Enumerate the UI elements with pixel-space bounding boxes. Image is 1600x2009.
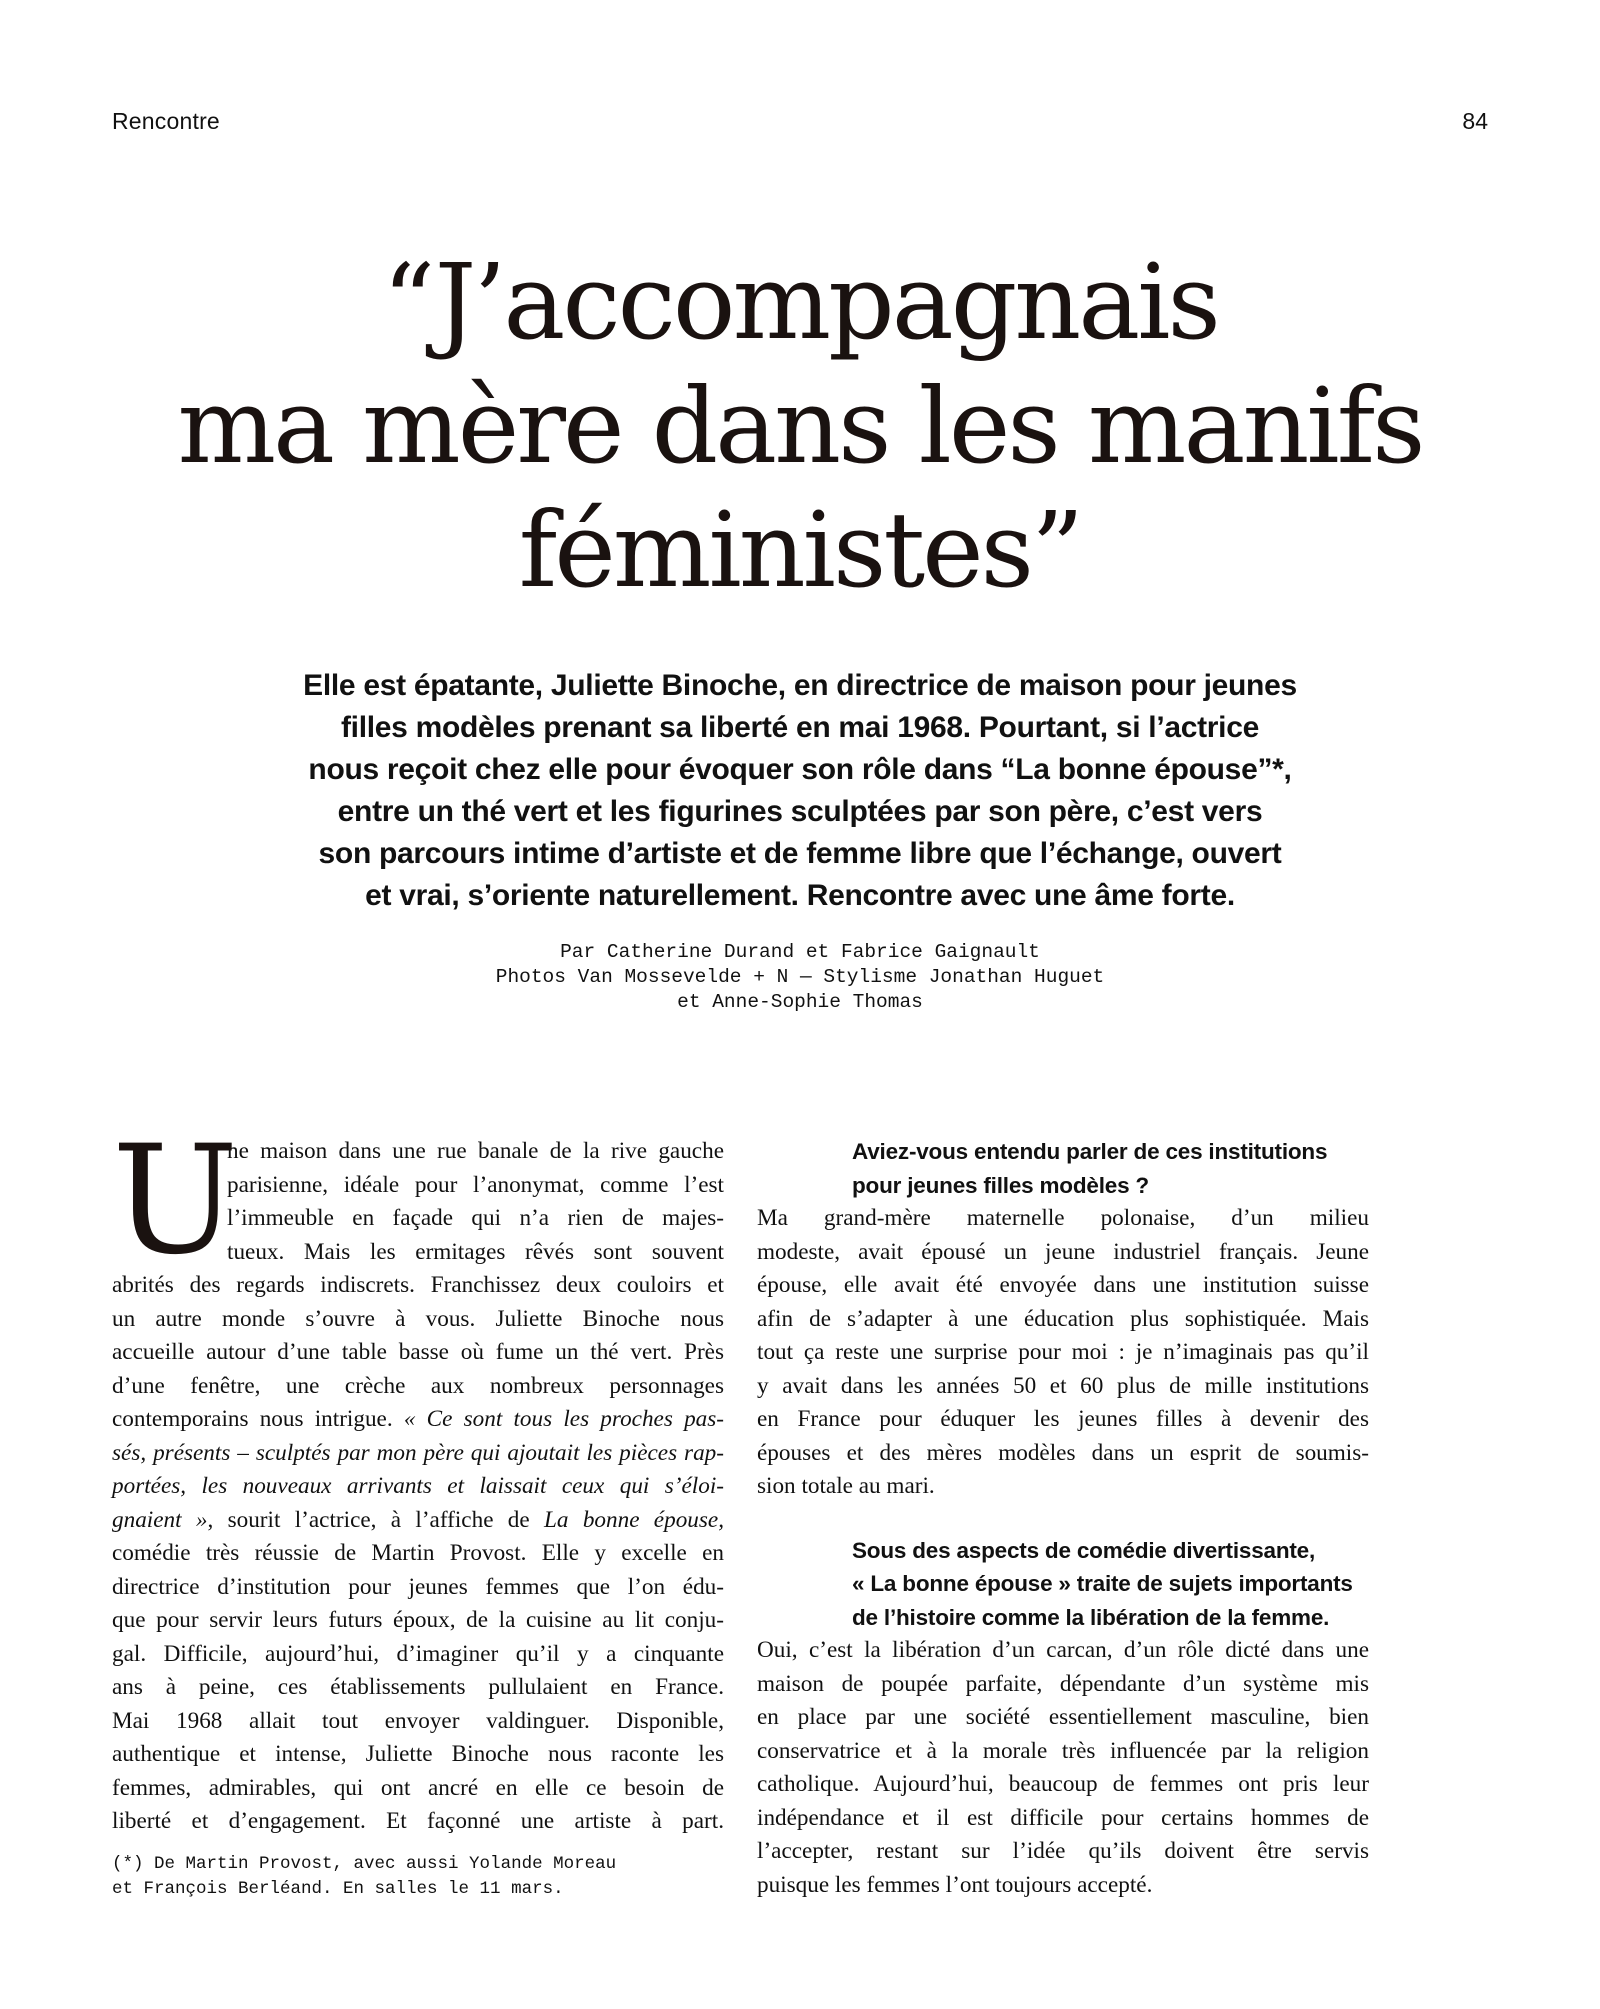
body-line: puisque les femmes l’ont toujours accepté. <box>757 1871 1153 1898</box>
body-line: y avait dans les années 50 et 60 plus de mille institutions <box>757 1372 1369 1399</box>
quote-text: portées, les nouveaux arrivants et laissait ceux qui s’éloi- <box>112 1473 724 1499</box>
question-line: de l’histoire comme la libération de la femme. <box>852 1604 1330 1630</box>
section-label: Rencontre <box>112 108 220 134</box>
body-line: accueille autour d’une table basse où fume un thé vert. Près <box>112 1339 724 1365</box>
body-line: gal. Difficile, aujourd’hui, d’imaginer qu’il y a cinquante <box>112 1640 724 1667</box>
lede-line: filles modèles prenant sa liberté en mai 1968. Pourtant, si l’actrice <box>340 711 1259 744</box>
credit-line: Photos Van Mossevelde + N — Stylisme Jonathan Huguet <box>495 966 1105 988</box>
headline-line: ma mère dans les manifs <box>177 365 1423 487</box>
interview-question <box>757 1135 1369 1202</box>
body-line: maison de poupée parfaite, dépendante d’un système mis <box>757 1670 1369 1697</box>
body-line: parisienne, idéale pour l’anonymat, comme l’est <box>227 1171 724 1198</box>
body-line: indépendance et il est difficile pour certains hommes de <box>757 1804 1369 1831</box>
body-line: sion totale au mari. <box>757 1473 935 1499</box>
body-line: un autre monde s’ouvre à vous. Juliette Binoche nous <box>112 1305 724 1332</box>
quote-text: sés, présents – sculptés par mon père qui ajoutait les pièces rap- <box>112 1439 724 1466</box>
article-lede <box>215 665 1385 917</box>
body-text: , sourit l’actrice, à l’affiche de <box>207 1506 545 1533</box>
footnote-line: et François Berléand. En salles le 11 mars. <box>112 1879 564 1899</box>
body-line-mixed <box>112 1504 724 1538</box>
right-column <box>757 1135 1369 1902</box>
body-line: authentique et intense, Juliette Binoche nous raconte les <box>112 1741 724 1767</box>
interview-question <box>757 1534 1369 1635</box>
lede-line: Elle est épatante, Juliette Binoche, en directrice de maison pour jeunes <box>303 669 1297 702</box>
left-column <box>112 1114 724 1839</box>
body-line: l’immeuble en façade qui n’a rien de majes- <box>227 1205 724 1231</box>
intro-paragraph <box>112 1114 724 1839</box>
lede-line: et vrai, s’oriente naturellement. Rencontre avec une âme forte. <box>365 879 1235 912</box>
lede-line: nous reçoit chez elle pour évoquer son rôle dans “La bonne épouse”*, <box>308 753 1292 786</box>
body-line-italic <box>112 1470 724 1504</box>
body-line: catholique. Aujourd’hui, beaucoup de femmes ont pris leur <box>757 1771 1369 1797</box>
interview-answer <box>757 1202 1369 1504</box>
body-line: épouse, elle avait été envoyée dans une institution suisse <box>757 1272 1369 1298</box>
body-line: épouses et des mères modèles dans un esprit de soumis- <box>757 1439 1369 1466</box>
body-line: modeste, avait épousé un jeune industriel français. Jeune <box>757 1238 1369 1265</box>
footnote-line: (*) De Martin Provost, avec aussi Yolande Moreau <box>112 1854 617 1874</box>
body-line: Mai 1968 allait tout envoyer valdinguer. Disponible, <box>112 1707 724 1734</box>
footnote <box>112 1852 732 1902</box>
body-line: liberté et d’engagement. Et façonné une artiste à part. <box>112 1808 724 1834</box>
article-headline <box>60 240 1540 612</box>
body-line: abrités des regards indiscrets. Franchissez deux couloirs et <box>112 1272 724 1298</box>
credit-line: et Anne-Sophie Thomas <box>677 991 923 1013</box>
headline-line: “J’accompagnais <box>382 241 1218 363</box>
body-line: comédie très réussie de Martin Provost. Elle y excelle en <box>112 1540 724 1566</box>
page-number: 84 <box>1462 108 1488 134</box>
body-line: d’une fenêtre, une crèche aux nombreux personnages <box>112 1372 724 1399</box>
body-line: tout ça reste une surprise pour moi : je n’imaginais pas qu’il <box>757 1339 1369 1365</box>
byline-credits <box>300 940 1300 1015</box>
body-line-mixed <box>112 1403 724 1437</box>
body-text: contemporains nous intrigue. <box>112 1406 404 1432</box>
credit-line: Par Catherine Durand et Fabrice Gaignault <box>560 941 1040 963</box>
body-line: tueux. Mais les ermitages rêvés sont souvent <box>227 1238 724 1265</box>
body-line: l’accepter, restant sur l’idée qu’ils doivent être servis <box>757 1838 1369 1864</box>
body-line: Ma grand-mère maternelle polonaise, d’un milieu <box>757 1205 1369 1231</box>
interview-answer <box>757 1634 1369 1902</box>
body-line: Oui, c’est la libération d’un carcan, d’un rôle dicté dans une <box>757 1637 1369 1663</box>
body-line: que pour servir leurs futurs époux, de la cuisine au lit conju- <box>112 1607 724 1633</box>
dropcap-block <box>227 1135 724 1269</box>
question-line: pour jeunes filles modèles ? <box>852 1172 1149 1198</box>
body-line: ne maison dans une rue banale de la rive gauche <box>227 1138 724 1164</box>
headline-line: féministes” <box>518 489 1082 611</box>
question-line: « La bonne épouse » traite de sujets importants <box>852 1571 1353 1596</box>
quote-text: « Ce sont tous les proches pas- <box>403 1406 724 1432</box>
lede-line: entre un thé vert et les figurines sculptées par son père, c’est vers <box>337 795 1263 828</box>
question-line: Sous des aspects de comédie divertissante, <box>852 1537 1316 1563</box>
body-line: femmes, admirables, qui ont ancré en elle ce besoin de <box>112 1774 724 1801</box>
body-line-italic <box>112 1437 724 1471</box>
body-line: en place par une société essentiellement masculine, bien <box>757 1704 1369 1730</box>
body-line: conservatrice et à la morale très influencée par la religion <box>757 1737 1369 1764</box>
question-line: Aviez-vous entendu parler de ces institutions <box>852 1139 1328 1164</box>
body-line: en France pour éduquer les jeunes filles à devenir des <box>757 1406 1369 1432</box>
quote-text: gnaient » <box>112 1506 208 1533</box>
lede-line: son parcours intime d’artiste et de femme libre que l’échange, ouvert <box>318 837 1282 870</box>
drop-cap: U <box>112 1114 239 1288</box>
body-line: ans à peine, ces établissements pullulaient en France. <box>112 1674 724 1700</box>
film-title: La bonne épouse, <box>544 1506 724 1533</box>
body-line: afin de s’adapter à une éducation plus sophistiquée. Mais <box>757 1305 1369 1332</box>
body-line: directrice d’institution pour jeunes femmes que l’on édu- <box>112 1573 724 1600</box>
